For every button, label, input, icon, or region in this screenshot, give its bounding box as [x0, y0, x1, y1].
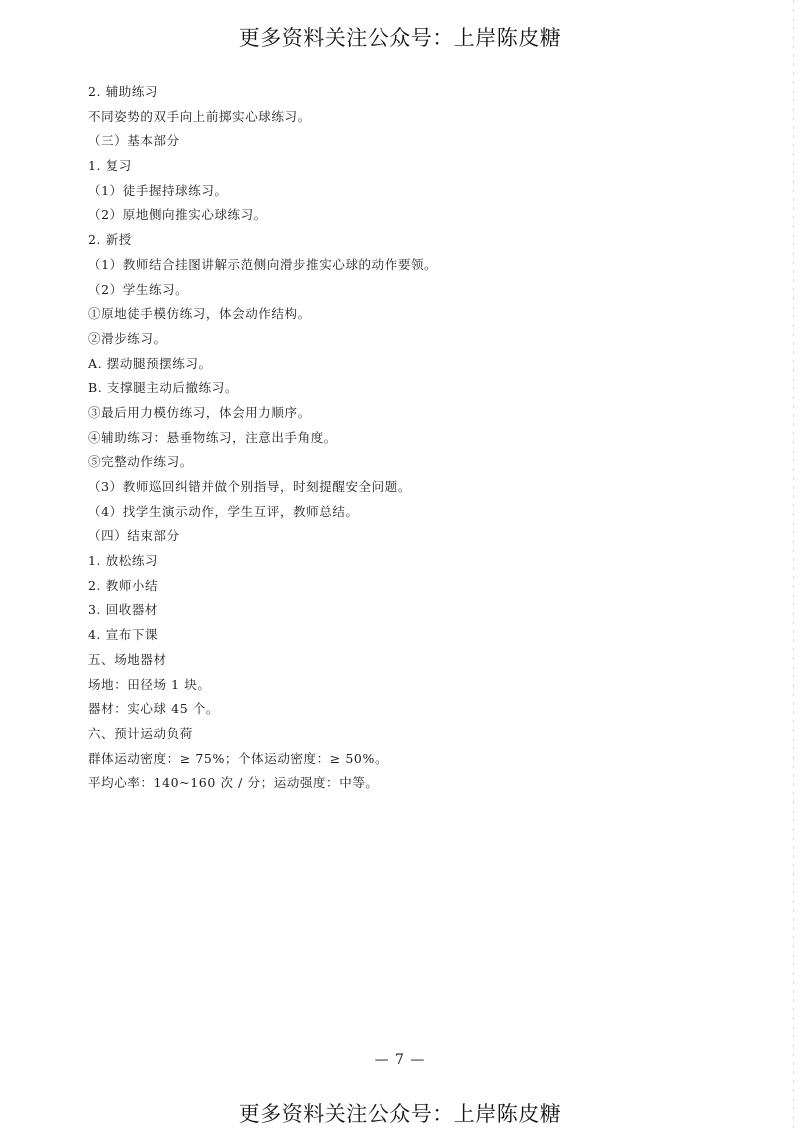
footer-banner: 更多资料关注公众号：上岸陈皮糖 [238, 1102, 562, 1126]
text-line: 4. 宣布下课 [88, 627, 159, 643]
text-line: （2）学生练习。 [88, 281, 189, 297]
text-line: ⑤完整动作练习。 [88, 454, 193, 470]
document-body [88, 80, 728, 796]
text-line: （4）找学生演示动作，学生互评，教师总结。 [88, 503, 359, 519]
text-line: （1）教师结合挂图讲解示范侧向滑步推实心球的动作要领。 [88, 256, 438, 272]
text-line: 1. 复习 [88, 158, 132, 174]
section-heading: 六、预计运动负荷 [88, 725, 193, 741]
header-banner: 更多资料关注公众号：上岸陈皮糖 [238, 26, 562, 50]
scan-edge-artifact [793, 0, 794, 1132]
section-heading: 五、场地器材 [88, 651, 167, 667]
text-line: ④辅助练习：悬垂物练习，注意出手角度。 [88, 429, 337, 445]
text-line: 2. 教师小结 [88, 577, 159, 593]
page-number: — 7 — [374, 1052, 426, 1068]
text-line: ②滑步练习。 [88, 330, 167, 346]
text-line: 平均心率：140~160 次 / 分；运动强度：中等。 [88, 775, 379, 791]
text-line: ③最后用力模仿练习，体会用力顺序。 [88, 404, 311, 420]
text-line: 群体运动密度：≥ 75%；个体运动密度：≥ 50%。 [88, 750, 389, 766]
section-heading: （三）基本部分 [88, 133, 180, 149]
text-line: 场地：田径场 1 块。 [88, 676, 211, 692]
text-line: 1. 放松练习 [88, 553, 159, 569]
text-line: 3. 回收器材 [88, 602, 159, 618]
text-line: ①原地徒手模仿练习，体会动作结构。 [88, 306, 311, 322]
text-line: 不同姿势的双手向上前掷实心球练习。 [88, 108, 311, 124]
text-line: 器材：实心球 45 个。 [88, 701, 220, 717]
text-line: 2. 辅助练习 [88, 84, 159, 99]
text-line: （3）教师巡回纠错并做个别指导，时刻提醒安全问题。 [88, 479, 411, 494]
text-line: （2）原地侧向推实心球练习。 [88, 207, 267, 223]
text-line: （1）徒手握持球练习。 [88, 182, 228, 198]
text-line: 2. 新授 [88, 232, 132, 248]
text-line: B. 支撑腿主动后撤练习。 [88, 380, 238, 396]
text-line: A. 摆动腿预摆练习。 [88, 355, 212, 371]
section-heading: （四）结束部分 [88, 528, 180, 544]
